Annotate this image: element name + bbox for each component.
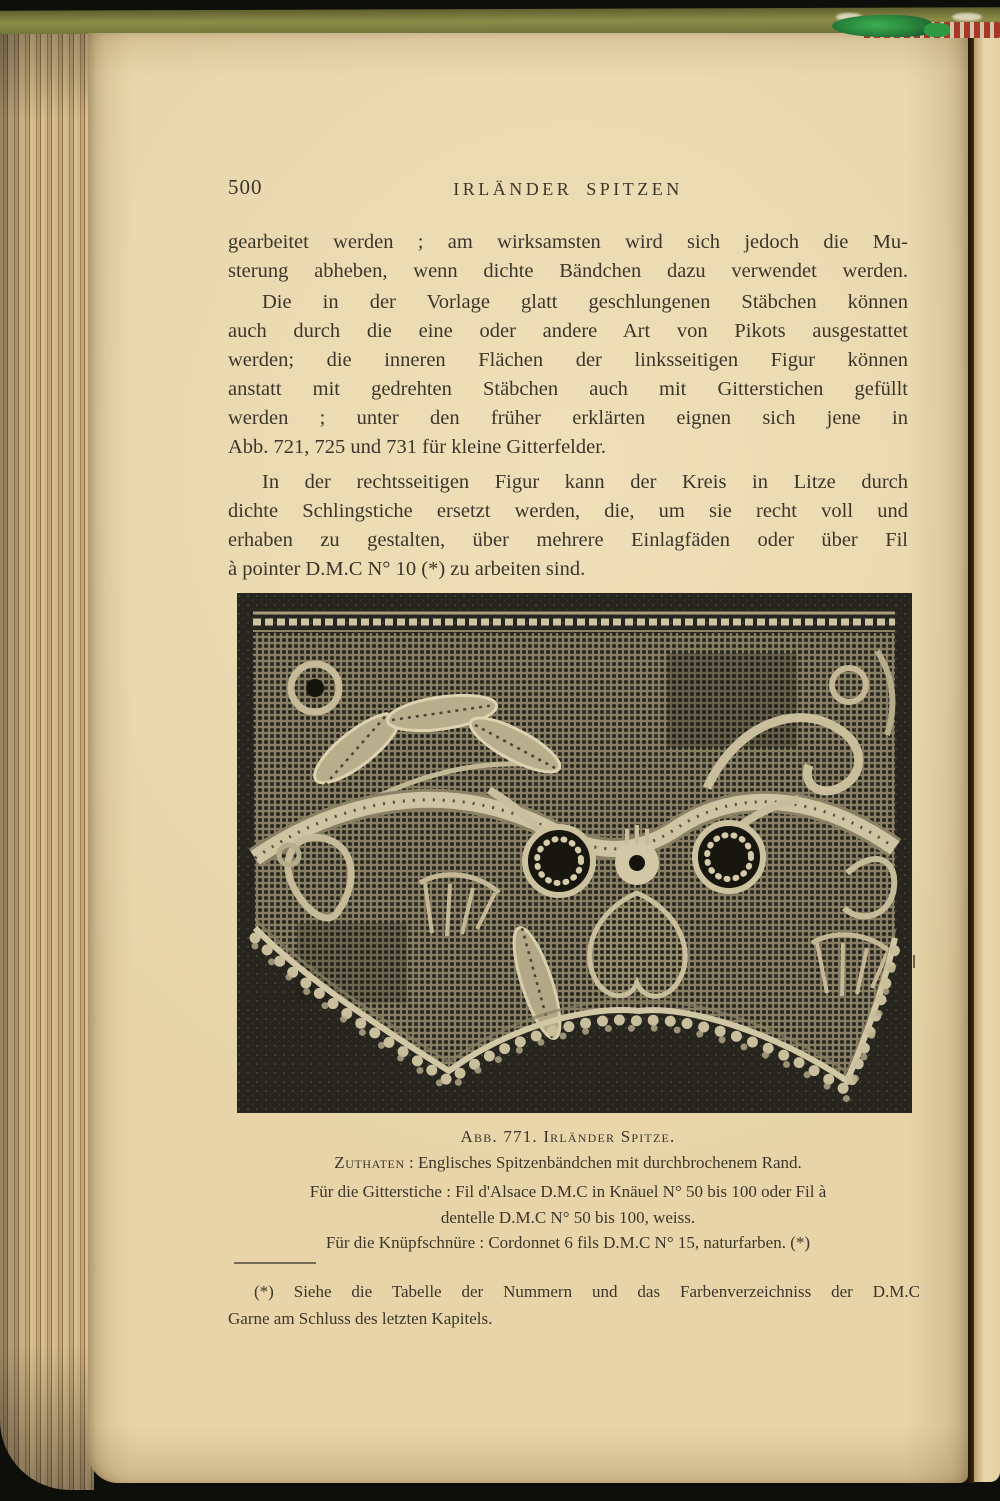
print-stray-mark (913, 955, 915, 968)
materials-label: Zuthaten (334, 1153, 405, 1172)
figure-caption-title: Abb. 771. Irländer Spitze. (460, 1127, 676, 1146)
body-paragraph-3: In der rechtsseitigen Figur kann der Kreis in Litze durch dichte Schlingstiche ersetzt werden, die, um sie recht voll und erhaben zu gestalten, über mehrere Einlagfäden oder über Fil à pointer D.M.C N° 10 (*) zu arbeiten sind. (228, 471, 908, 580)
figure-caption-threads: Für die Gitterstiche : Fil d'Alsace D.M.C in Knäuel N° 50 bis 100 oder Fil à dentelle D.M.C N° 50 bis 100, weiss. (309, 1182, 827, 1227)
page-stack-fore-edge (0, 34, 94, 1490)
book-page (88, 33, 968, 1483)
page-number: 500 (228, 175, 263, 199)
headband-green-ribbon (832, 15, 932, 37)
footnote-rule (234, 1262, 316, 1264)
headband-fray (952, 13, 982, 21)
body-paragraph-2: Die in der Vorlage glatt geschlungenen Stäbchen können auch durch die eine oder andere Art von Pikots ausgestattet werden; die inneren Flächen der linksseitigen Figur können anstatt mit gedrehten Stäbchen auch mit Gitterstichen gefüllt werden ; unter den früher erklärten eignen sich jene in Abb. 721, 725 und 731 für kleine Gitterfelder. (228, 291, 908, 458)
figure-caption-cord: Für die Knüpfschnüre : Cordonnet 6 fils D.M.C N° 15, naturfarben. (*) (325, 1233, 811, 1252)
materials-text: : Englisches Spitzenbändchen mit durchbrochenem Rand. (404, 1153, 802, 1172)
footnote: (*) Siehe die Tabelle der Nummern und das Farbenverzeichniss der D.M.C Garne am Schluss des letzten Kapitels. (228, 1282, 920, 1328)
body-paragraph-1: gearbeitet werden ; am wirksamsten wird sich jedoch die Mu- sterung abheben, wenn dichte Bändchen dazu verwendet werden. (228, 231, 908, 282)
next-page-edge (974, 30, 1000, 1482)
lace-photograph (237, 593, 912, 1113)
book-headband (832, 13, 1000, 40)
figure-caption-materials (228, 1153, 908, 1173)
running-header: IRLÄNDER SPITZEN (453, 179, 683, 199)
headband-green-ribbon (924, 23, 950, 37)
lace-illustration (237, 593, 912, 1113)
